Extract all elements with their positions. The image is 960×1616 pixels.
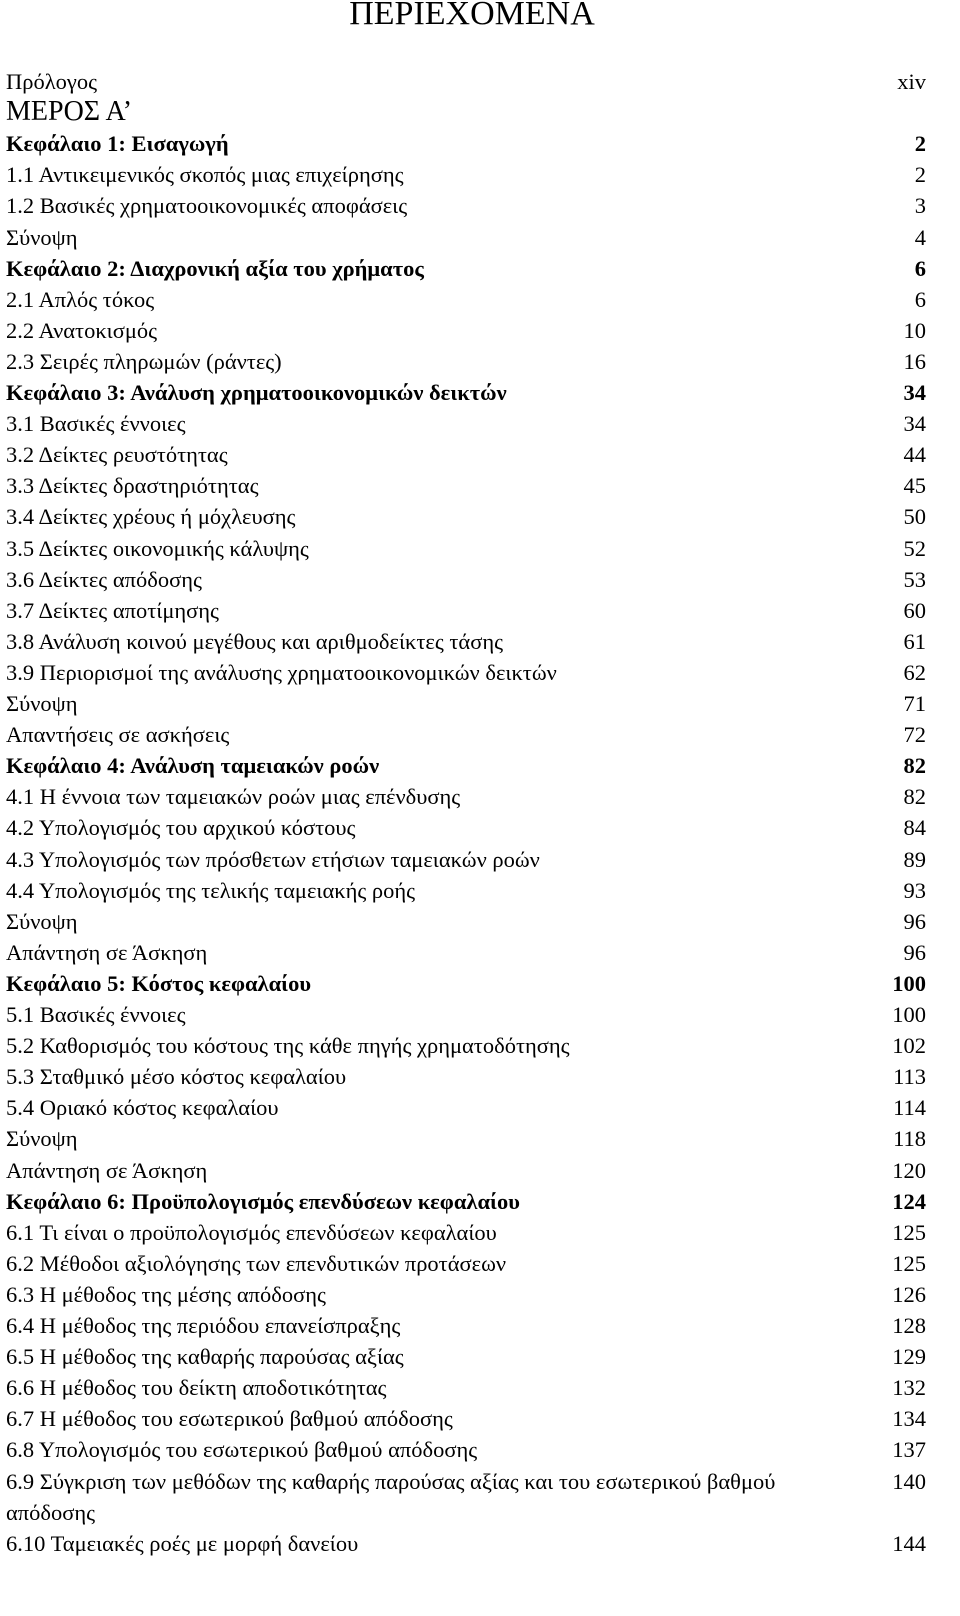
entry-label: Κεφάλαιο 3: Ανάλυση χρηματοοικονομικών δεικτών (6, 380, 507, 405)
entry-label: 4.1 Η έννοια των ταμειακών ροών μιας επένδυσης (6, 784, 461, 810)
entry-page-number: 125 (892, 1219, 926, 1245)
entry-page-number: 34 (903, 411, 926, 437)
toc-entry (6, 1248, 926, 1279)
entry-label: 4.4 Υπολογισμός της τελικής ταμειακής ροής (6, 877, 416, 903)
toc-entry (6, 1217, 926, 1248)
entry-page-number: 102 (892, 1033, 926, 1059)
chapter-entry (6, 128, 926, 159)
entry-label: 3.7 Δείκτες αποτίμησης (6, 597, 219, 623)
entry-label: Κεφάλαιο 6: Προϋπολογισμός επενδύσεων κεφαλαίου (6, 1188, 520, 1214)
entry-page-number: 10 (903, 317, 926, 343)
entry-label: Σύνοψη (6, 691, 78, 716)
entry-label: 3.4 Δείκτες χρέους ή μόχλευσης (6, 504, 296, 530)
entry-label: Κεφάλαιο 4: Ανάλυση ταμειακών ροών (6, 753, 380, 779)
page-title: ΠΕΡΙΕΧΟΜΕΝΑ (349, 0, 595, 32)
toc-entry (6, 1155, 926, 1186)
entry-page-number: 2 (914, 162, 926, 188)
entry-label: 5.3 Σταθμικό μέσο κόστος κεφαλαίου (6, 1064, 347, 1090)
entry-label: 1.1 Αντικειμενικός σκοπός μιας επιχείρησης (6, 162, 404, 188)
entry-page-number: 52 (903, 535, 926, 561)
toc-entry (6, 222, 926, 253)
toc-entry (6, 781, 926, 812)
part-heading (6, 95, 926, 129)
entry-label: Κεφάλαιο 2: Διαχρονική αξία του χρήματος (6, 255, 424, 281)
entry-page-number: 144 (892, 1530, 926, 1556)
entry-label: 6.1 Τι είναι ο προϋπολογισμός επενδύσεων κεφαλαίου (6, 1219, 497, 1245)
entry-page-number: 3 (914, 193, 926, 219)
entry-label: 3.9 Περιορισμοί της ανάλυσης χρηματοοικονομικών δεικτών (6, 659, 557, 685)
toc-entry (6, 1123, 926, 1154)
entry-page-number: 100 (892, 970, 926, 996)
entry-page-number: 89 (903, 846, 926, 872)
entry-page-number: 93 (903, 877, 926, 903)
toc-entry (6, 626, 926, 657)
entry-page-number: 125 (892, 1250, 926, 1276)
toc-entry (6, 999, 926, 1030)
toc-entry (6, 1372, 926, 1403)
entry-label: 5.4 Οριακό κόστος κεφαλαίου (6, 1095, 279, 1121)
entry-page-number: 132 (892, 1375, 926, 1401)
entry-page-number: 2 (914, 131, 926, 157)
entry-label: 2.2 Ανατοκισμός (6, 317, 158, 343)
entry-label: 1.2 Βασικές χρηματοοικονομικές αποφάσεις (6, 193, 408, 219)
toc-entry (6, 159, 926, 190)
entry-label: Σύνοψη (6, 1126, 78, 1152)
toc-entry (6, 439, 926, 470)
entry-page-number: 45 (903, 473, 926, 499)
entry-label: 3.6 Δείκτες απόδοσης (6, 566, 202, 592)
entry-page-number: 82 (903, 784, 926, 810)
entry-page-number: 124 (892, 1188, 926, 1214)
entry-page-number: 61 (903, 628, 926, 654)
entry-page-number: 60 (903, 597, 926, 623)
toc-entry (6, 595, 926, 626)
entry-label: 2.1 Απλός τόκος (6, 286, 155, 312)
entry-page-number: 6 (914, 255, 926, 281)
entry-label: 6.7 Η μέθοδος του εσωτερικού βαθμού απόδοσης (6, 1406, 453, 1432)
entry-page-number: 128 (892, 1313, 926, 1338)
chapter-entry (6, 750, 926, 781)
entry-label: Απαντήσεις σε ασκήσεις (6, 722, 230, 748)
entry-label: Σύνοψη (6, 224, 78, 250)
entry-page-number: 4 (914, 224, 926, 250)
chapter-entry (6, 968, 926, 999)
entry-page-number: 62 (903, 659, 926, 685)
entry-page-number: 96 (903, 908, 926, 934)
toc-entry (6, 66, 926, 97)
toc-entry (6, 1466, 926, 1528)
entry-label: 6.6 Η μέθοδος του δείκτη αποδοτικότητας (6, 1375, 387, 1401)
entry-label: Απάντηση σε Άσκηση (6, 939, 208, 965)
entry-page-number: 34 (903, 380, 926, 405)
entry-page-number: 16 (903, 348, 926, 374)
entry-label: Πρόλογος (6, 69, 97, 94)
toc-entry (6, 1528, 926, 1559)
toc-entry (6, 719, 926, 750)
entry-label: 5.2 Καθορισμός του κόστους της κάθε πηγής χρηματοδότησης (6, 1033, 570, 1059)
toc-entry (6, 190, 926, 221)
toc-entry (6, 1434, 926, 1465)
toc-entry (6, 408, 926, 439)
entry-page-number: 84 (903, 815, 926, 841)
entry-page-number: 126 (892, 1281, 926, 1307)
entry-page-number: 140 (892, 1468, 926, 1494)
entry-label: Κεφάλαιο 1: Εισαγωγή (6, 131, 229, 157)
entry-label: 6.10 Ταμειακές ροές με μορφή δανείου (6, 1530, 359, 1556)
toc-entry (6, 812, 926, 843)
toc-entry (6, 1341, 926, 1372)
entry-page-number: 134 (892, 1406, 926, 1432)
entry-label: 3.1 Βασικές έννοιες (6, 411, 186, 437)
toc-entry (6, 564, 926, 595)
entry-label: 6.9 Σύγκριση των μεθόδων της καθαρής παρούσας αξίας και του εσωτερικού βαθμού απόδοσης (6, 1468, 776, 1525)
entry-label: 6.5 Η μέθοδος της καθαρής παρούσας αξίας (6, 1344, 404, 1370)
entry-page-number: 6 (914, 286, 926, 312)
entry-label: Απάντηση σε Άσκηση (6, 1157, 208, 1183)
entry-label: 6.4 Η μέθοδος της περιόδου επανείσπραξης (6, 1313, 401, 1338)
entry-page-number: 96 (903, 939, 926, 965)
toc-entry (6, 346, 926, 377)
toc-entry (6, 284, 926, 315)
entry-page-number: 129 (892, 1344, 926, 1370)
entry-page-number: 114 (893, 1095, 926, 1121)
entry-label: 6.2 Μέθοδοι αξιολόγησης των επενδυτικών προτάσεων (6, 1250, 507, 1276)
chapter-entry (6, 377, 926, 408)
entry-page-number: 50 (903, 504, 926, 530)
entry-page-number: 137 (892, 1437, 926, 1463)
entry-label: ΜΕΡΟΣ Α’ (6, 96, 133, 128)
entry-label: 3.5 Δείκτες οικονομικής κάλυψης (6, 535, 309, 561)
toc-entry (6, 688, 926, 719)
entry-label: 4.3 Υπολογισμός των πρόσθετων ετήσιων ταμειακών ροών (6, 846, 540, 872)
toc-entry (6, 657, 926, 688)
entry-label: 4.2 Υπολογισμός του αρχικού κόστους (6, 815, 356, 841)
entry-page-number: 53 (903, 566, 926, 592)
toc-entry (6, 1030, 926, 1061)
toc-entry (6, 875, 926, 906)
entry-page-number: 71 (903, 691, 926, 716)
toc-entry (6, 906, 926, 937)
entry-label: 3.2 Δείκτες ρευστότητας (6, 442, 228, 468)
toc-entry (6, 1310, 926, 1341)
toc-entry (6, 1279, 926, 1310)
entry-page-number: 100 (892, 1002, 926, 1027)
entry-page-number: xiv (897, 69, 926, 94)
entry-label: 2.3 Σειρές πληρωμών (ράντες) (6, 348, 282, 374)
toc-entry (6, 937, 926, 968)
toc-entry (6, 315, 926, 346)
toc-entry (6, 1061, 926, 1092)
entry-label: 3.3 Δείκτες δραστηριότητας (6, 473, 259, 499)
entry-page-number: 120 (892, 1157, 926, 1183)
entry-page-number: 82 (903, 753, 926, 779)
toc-entry (6, 470, 926, 501)
chapter-entry (6, 253, 926, 284)
chapter-entry (6, 1186, 926, 1217)
entry-label: 3.8 Ανάλυση κοινού μεγέθους και αριθμοδείκτες τάσης (6, 628, 504, 654)
toc-entry (6, 1403, 926, 1434)
toc-entry (6, 1092, 926, 1123)
entry-page-number: 113 (893, 1064, 926, 1090)
toc-entry (6, 501, 926, 532)
toc-entry (6, 844, 926, 875)
entry-label: 6.8 Υπολογισμός του εσωτερικού βαθμού απόδοσης (6, 1437, 478, 1463)
entry-page-number: 44 (903, 442, 926, 468)
entry-label: 6.3 Η μέθοδος της μέσης απόδοσης (6, 1281, 326, 1307)
toc-entry (6, 533, 926, 564)
entry-page-number: 118 (893, 1126, 926, 1152)
entry-label: 5.1 Βασικές έννοιες (6, 1002, 186, 1027)
entry-label: Κεφάλαιο 5: Κόστος κεφαλαίου (6, 970, 312, 996)
entry-label: Σύνοψη (6, 908, 78, 934)
entry-page-number: 72 (903, 722, 926, 748)
